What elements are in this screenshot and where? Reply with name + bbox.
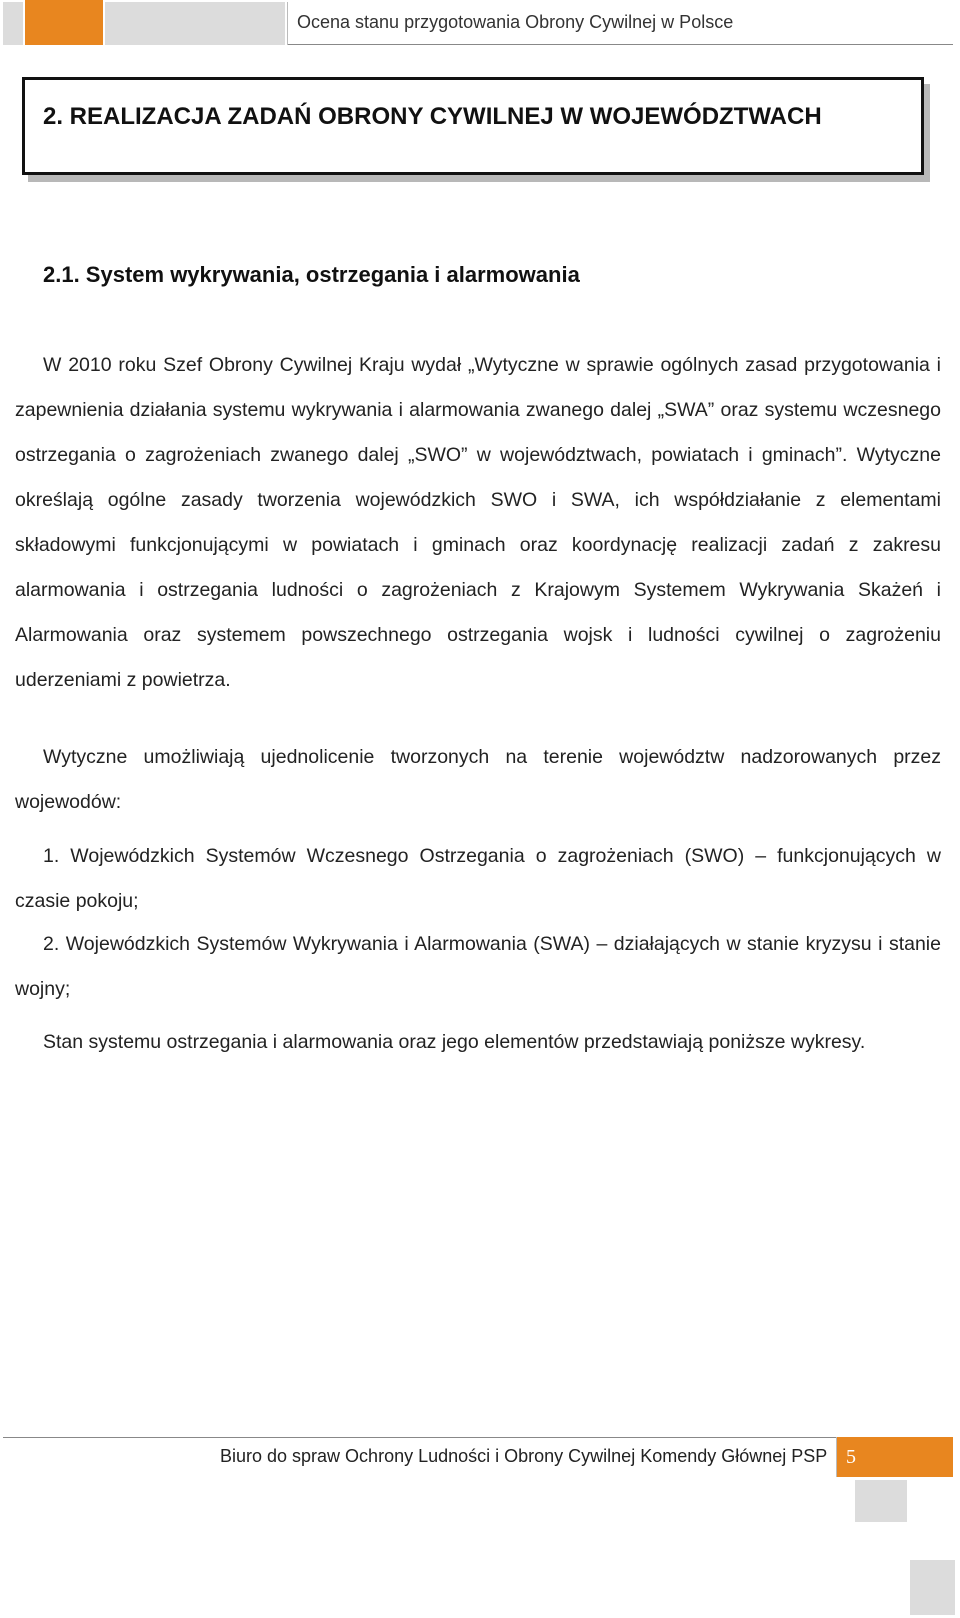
footer-decor-gray-1 bbox=[855, 1480, 907, 1522]
running-header-title: Ocena stanu przygotowania Obrony Cywilnej w Polsce bbox=[297, 12, 734, 32]
body-paragraph-2: Wytyczne umożliwiają ujednolicenie tworzonych na terenie województw nadzorowanych przez wojewodów: bbox=[15, 746, 941, 813]
list-item-1: 1. Wojewódzkich Systemów Wczesnego Ostrzegania o zagrożeniach (SWO) – funkcjonujących w czasie pokoju; bbox=[15, 845, 941, 912]
chapter-title: 2. REALIZACJA ZADAŃ OBRONY CYWILNEJ W WOJEWÓDZTWACH bbox=[43, 103, 822, 130]
footer-text: Biuro do spraw Ochrony Ludności i Obrony Cywilnej Komendy Głównej PSP bbox=[220, 1446, 828, 1466]
page-number: 5 bbox=[846, 1446, 856, 1468]
header-decor-gray-left bbox=[3, 2, 23, 45]
footer-decor-gray-2 bbox=[910, 1560, 955, 1615]
header-decor-gray-right bbox=[105, 2, 285, 45]
body-paragraph-3: Stan systemu ostrzegania i alarmowania oraz jego elementów przedstawiają poniższe wykresy. bbox=[43, 1031, 866, 1053]
header-divider-vertical bbox=[287, 2, 288, 45]
header-decor-orange bbox=[25, 0, 103, 45]
list-item-2: 2. Wojewódzkich Systemów Wykrywania i Alarmowania (SWA) – działających w stanie kryzysu i stanie wojny; bbox=[15, 933, 941, 1000]
body-paragraph-1: W 2010 roku Szef Obrony Cywilnej Kraju wydał „Wytyczne w sprawie ogólnych zasad przygotowania i zapewnienia działania systemu wykrywania i alarmowania zwanego dalej „SWA” oraz systemu wczesnego ostrzegania o zagrożeniach zwanego dalej „SWO” w województwach, powiatach i gminach”. Wytyczne określają ogólne zasady tworzenia wojewódzkich SWO i SWA, ich współdziałanie z elementami składowymi funkcjonującymi w powiatach i gminach oraz koordynację realizacji zadań z zakresu alarmowania i ostrzegania ludności o zagrożeniach z Krajowym Systemem Wykrywania Skażeń i Alarmowania oraz systemem powszechnego ostrzegania wojsk i ludności cywilnej o zagrożeniu uderzeniami z powietrza. bbox=[15, 354, 941, 691]
footer-rule bbox=[3, 1437, 836, 1438]
header-rule bbox=[288, 44, 953, 45]
section-title: 2.1. System wykrywania, ostrzegania i alarmowania bbox=[43, 262, 580, 287]
